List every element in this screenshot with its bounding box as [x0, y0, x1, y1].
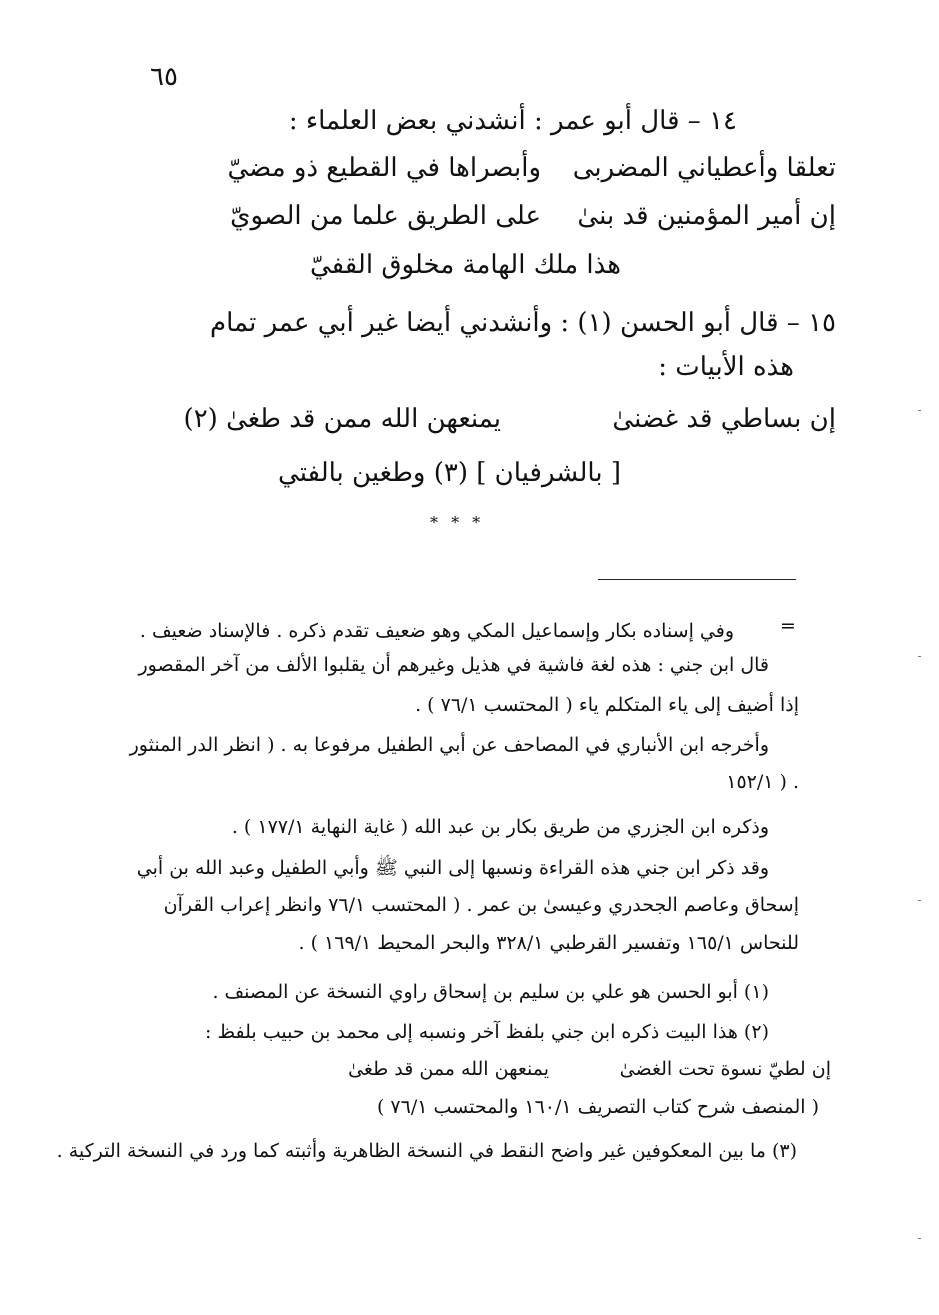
footnote-line-9: للنحاس ١٦٥/١ وتفسير القرطبي ٣٢٨/١ والبحر المحيط ١٦٩/١ ) . [298, 932, 799, 954]
footnote-rule [598, 579, 796, 580]
footnote-line-5: ١٥٢/١ ) . [726, 771, 799, 793]
footnote-line-8: إسحاق وعاصم الجحدري وعيسىٰ بن عمر . ( المحتسب ٧٦/١ وانظر إعراب القرآن [163, 894, 799, 916]
entry-15-verse-2: [ بالشرفيان ] (٣) وطغين بالفتي [278, 458, 621, 488]
footnote-note-1: (١) أبو الحسن هو علي بن سليم بن إسحاق راوي النسخة عن المصنف . [212, 981, 769, 1003]
page-number: ٦٥ [150, 62, 178, 92]
entry-14-heading: ١٤ – قال أبو عمر : أنشدني بعض العلماء : [288, 106, 737, 136]
scan-margin-mark [918, 410, 921, 411]
entry-14-verse-2-first-hemistich: إن أمير المؤمنين قد بنىٰ [577, 201, 836, 231]
scan-margin-mark [918, 900, 921, 901]
section-separator-stars: * * * [430, 513, 485, 532]
footnote-line-4: وأخرجه ابن الأنباري في المصاحف عن أبي الطفيل مرفوعا به . ( انظر الدر المنثور [129, 734, 769, 756]
footnote-note-2-line-1: (٢) هذا البيت ذكره ابن جني بلفظ آخر ونسبه إلى محمد بن حبيب بلفظ : [205, 1021, 769, 1043]
entry-14-verse-2-second-hemistich: على الطريق علما من الصويّ [230, 201, 541, 231]
entry-14-verse-3: هذا ملك الهامة مخلوق القفيّ [309, 250, 621, 280]
entry-15-verse-1-first-hemistich: إن بساطي قد غضنىٰ [612, 404, 836, 434]
footnote-line-1: وفي إسناده بكار وإسماعيل المكي وهو ضعيف تقدم ذكره . فالإسناد ضعيف . [139, 620, 734, 642]
entry-15-heading-line-2: هذه الأبيات : [658, 352, 794, 382]
entry-15-verse-1-second-hemistich: يمنعهن الله ممن قد طغىٰ (٢) [183, 404, 501, 434]
footnote-note-2-verse-second-hemistich: يمنعهن الله ممن قد طغىٰ [348, 1058, 549, 1080]
footnote-continuation-marker: = [780, 615, 796, 637]
footnote-line-6: وذكره ابن الجزري من طريق بكار بن عبد الله ( غاية النهاية ١٧٧/١ ) . [231, 816, 769, 838]
scan-margin-mark [918, 656, 921, 657]
footnote-note-2-line-3: ( المنصف شرح كتاب التصريف ١٦٠/١ والمحتسب ٧٦/١ ) [376, 1096, 819, 1118]
footnote-note-3: (٣) ما بين المعكوفين غير واضح النقط في النسخة الظاهرية وأثبته كما ورد في النسخة التركية . [56, 1140, 797, 1162]
footnote-line-3: إذا أضيف إلى ياء المتكلم ياء ( المحتسب ٧٦/١ ) . [415, 694, 799, 716]
footnote-line-7: وقد ذكر ابن جني هذه القراءة ونسبها إلى النبي ﷺ وأبي الطفيل وعبد الله بن أبي [136, 857, 769, 879]
entry-15-heading-line-1: ١٥ – قال أبو الحسن (١) : وأنشدني أيضا غير أبي عمر تمام [210, 308, 836, 338]
footnote-note-2-verse-first-hemistich: إن لطيّ نسوة تحت الغضىٰ [619, 1058, 831, 1080]
entry-14-verse-1-second-hemistich: وأبصراها في القطيع ذو مضيّ [227, 153, 541, 183]
scan-margin-mark [918, 1238, 921, 1239]
footnote-line-2: قال ابن جني : هذه لغة فاشية في هذيل وغيرهم أن يقلبوا الألف من آخر المقصور [138, 654, 769, 676]
entry-14-verse-1-first-hemistich: تعلقا وأعطياني المضربى [572, 153, 836, 183]
